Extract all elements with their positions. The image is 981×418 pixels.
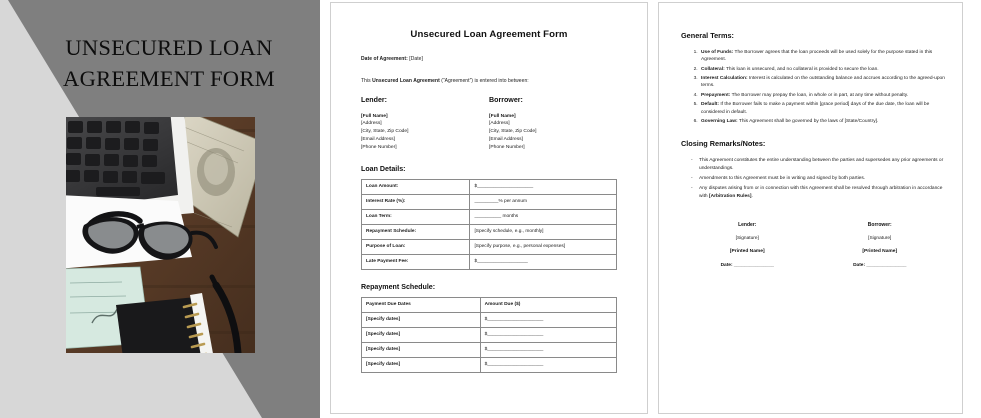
table-row xyxy=(362,195,617,210)
term-use-of-funds xyxy=(699,49,946,64)
borrower-signature-placeholder[interactable]: [Signature] xyxy=(868,236,892,242)
lender-block xyxy=(361,96,489,153)
term-label: Governing Law: xyxy=(701,118,738,124)
borrower-email: [Email Address] xyxy=(489,137,523,143)
lender-phone: [Phone Number] xyxy=(361,145,397,151)
cover-photo-illustration xyxy=(66,117,255,353)
purpose-of-loan-value[interactable]: [Specify purpose, e.g., personal expenses] xyxy=(470,240,617,255)
intro-agreement-name: Unsecured Loan Agreement xyxy=(372,78,440,85)
borrower-block xyxy=(489,96,617,153)
document-page-2 xyxy=(330,2,648,414)
general-terms-heading: General Terms: xyxy=(681,31,734,40)
payment-date-3[interactable]: [Specify dates] xyxy=(362,343,481,358)
borrower-heading: Borrower: xyxy=(489,95,523,104)
term-label: Use of Funds: xyxy=(701,50,734,55)
repayment-schedule-label: Repayment Schedule: xyxy=(362,225,470,240)
term-default xyxy=(699,101,946,116)
page-title: Unsecured Loan Agreement Form xyxy=(410,29,568,40)
term-text: This loan is unsecured, and no collateral is provided to secure the loan. xyxy=(724,66,879,72)
note-text-suffix: . xyxy=(751,193,753,199)
note-entire-understanding xyxy=(699,157,946,172)
table-row xyxy=(362,358,617,373)
column-payment-due-dates: Payment Due Dates xyxy=(362,298,481,313)
borrower-date-field[interactable]: Date: _______________ xyxy=(853,263,907,269)
borrower-signature-role: Borrower: xyxy=(867,222,892,229)
table-row xyxy=(362,180,617,195)
term-interest-calculation xyxy=(699,75,946,90)
payment-amount-4[interactable]: $_____________________ xyxy=(480,358,616,373)
loan-amount-value[interactable]: $_____________________ xyxy=(470,180,617,195)
table-row xyxy=(362,313,617,328)
borrower-full-name: [Full Name] xyxy=(489,113,516,119)
note-arbitration-rules: [Arbitration Rules] xyxy=(708,193,752,199)
repayment-schedule-value[interactable]: [Specify schedule, e.g., monthly] xyxy=(470,225,617,240)
term-text: If the Borrower fails to make a payment within [grace period] days of the due date, the loan will be considered in default. xyxy=(701,102,930,115)
lender-signature-placeholder[interactable]: [Signature] xyxy=(735,236,759,242)
table-row xyxy=(362,328,617,343)
note-amendments xyxy=(699,175,946,182)
term-text: The Borrower may prepay the loan, in whole or in part, at any time without penalty. xyxy=(730,92,909,98)
lender-date-field[interactable]: Date: _______________ xyxy=(720,263,774,269)
term-governing-law xyxy=(699,118,946,125)
closing-remarks-heading: Closing Remarks/Notes: xyxy=(681,139,766,149)
loan-details-heading: Loan Details: xyxy=(361,165,406,174)
cover-title-line-2: AGREEMENT FORM xyxy=(63,66,275,91)
late-payment-fee-value[interactable]: $___________________ xyxy=(470,255,617,270)
borrower-address: [Address] xyxy=(489,121,510,127)
repayment-schedule-heading: Repayment Schedule: xyxy=(361,283,436,292)
term-text: Interest is calculated on the outstanding balance and accrues according to the agreed-upon terms. xyxy=(701,76,945,89)
interest-rate-label: Interest Rate (%): xyxy=(362,195,470,210)
cover-page xyxy=(0,0,320,418)
column-amount-due: Amount Due ($) xyxy=(480,298,616,313)
repayment-schedule-table xyxy=(361,297,617,373)
borrower-phone: [Phone Number] xyxy=(489,145,525,151)
term-label: Prepayment: xyxy=(701,92,731,98)
term-text: This Agreement shall be governed by the laws of [State/Country]. xyxy=(737,118,879,124)
intro-suffix: (“Agreement”) is entered into between: xyxy=(439,78,529,85)
purpose-of-loan-label: Purpose of Loan: xyxy=(362,240,470,255)
payment-date-2[interactable]: [Specify dates] xyxy=(362,328,481,343)
interest-rate-value[interactable]: _________% per annum xyxy=(470,195,617,210)
lender-printed-name[interactable]: [Printed Name] xyxy=(729,249,765,255)
table-row xyxy=(362,343,617,358)
loan-details-table xyxy=(361,179,617,270)
note-text: This Agreement constitutes the entire understanding between the parties and supersedes any prior agreements or understandings. xyxy=(699,158,944,171)
cover-photo xyxy=(66,117,255,353)
payment-amount-2[interactable]: $_____________________ xyxy=(480,328,616,343)
date-of-agreement-line xyxy=(361,56,617,63)
table-row xyxy=(362,225,617,240)
term-text: The Borrower agrees that the loan proceeds will be used solely for the purpose stated in this Agreement. xyxy=(701,50,933,63)
lender-full-name: [Full Name] xyxy=(361,113,388,119)
document-page-3 xyxy=(658,2,963,414)
term-label: Default: xyxy=(701,102,720,108)
date-of-agreement-label: Date of Agreement: xyxy=(361,56,408,62)
table-row xyxy=(362,210,617,225)
parties-section xyxy=(361,96,617,153)
table-row xyxy=(362,255,617,270)
lender-heading: Lender: xyxy=(361,95,388,104)
payment-date-1[interactable]: [Specify dates] xyxy=(362,313,481,328)
date-of-agreement-value: [Date] xyxy=(409,56,423,62)
lender-signature-block xyxy=(681,222,814,268)
payment-amount-1[interactable]: $_____________________ xyxy=(480,313,616,328)
term-prepayment xyxy=(699,92,946,99)
note-text: Amendments to this Agreement must be in writing and signed by both parties. xyxy=(699,175,866,181)
note-arbitration xyxy=(699,185,946,200)
table-row xyxy=(362,240,617,255)
lender-email: [Email Address] xyxy=(361,137,395,143)
payment-amount-3[interactable]: $_____________________ xyxy=(480,343,616,358)
term-label: Interest Calculation: xyxy=(701,76,748,82)
borrower-signature-block xyxy=(814,222,947,268)
lender-address: [Address] xyxy=(361,121,382,127)
term-collateral xyxy=(699,66,946,73)
loan-term-label: Loan Term: xyxy=(362,210,470,225)
late-payment-fee-label: Late Payment Fee: xyxy=(362,255,470,270)
closing-notes-list xyxy=(681,157,946,200)
borrower-printed-name[interactable]: [Printed Name] xyxy=(862,249,898,255)
payment-date-4[interactable]: [Specify dates] xyxy=(362,358,481,373)
lender-signature-role: Lender: xyxy=(738,222,757,229)
borrower-city-state-zip: [City, State, Zip Code] xyxy=(489,129,537,135)
intro-prefix: This xyxy=(361,78,373,85)
lender-city-state-zip: [City, State, Zip Code] xyxy=(361,129,409,135)
general-terms-list xyxy=(681,49,946,125)
note-text: Any disputes arising from or in connection with this Agreement shall be resolved through arbitration in accordance with xyxy=(699,186,943,199)
loan-amount-label: Loan Amount: xyxy=(362,180,470,195)
loan-term-value[interactable]: __________ months xyxy=(470,210,617,225)
term-label: Collateral: xyxy=(701,66,725,72)
cover-title-line-1: UNSECURED LOAN xyxy=(65,35,273,60)
signature-section xyxy=(681,222,946,268)
intro-line xyxy=(361,78,617,85)
cover-title xyxy=(44,32,294,94)
table-header-row xyxy=(362,298,617,313)
